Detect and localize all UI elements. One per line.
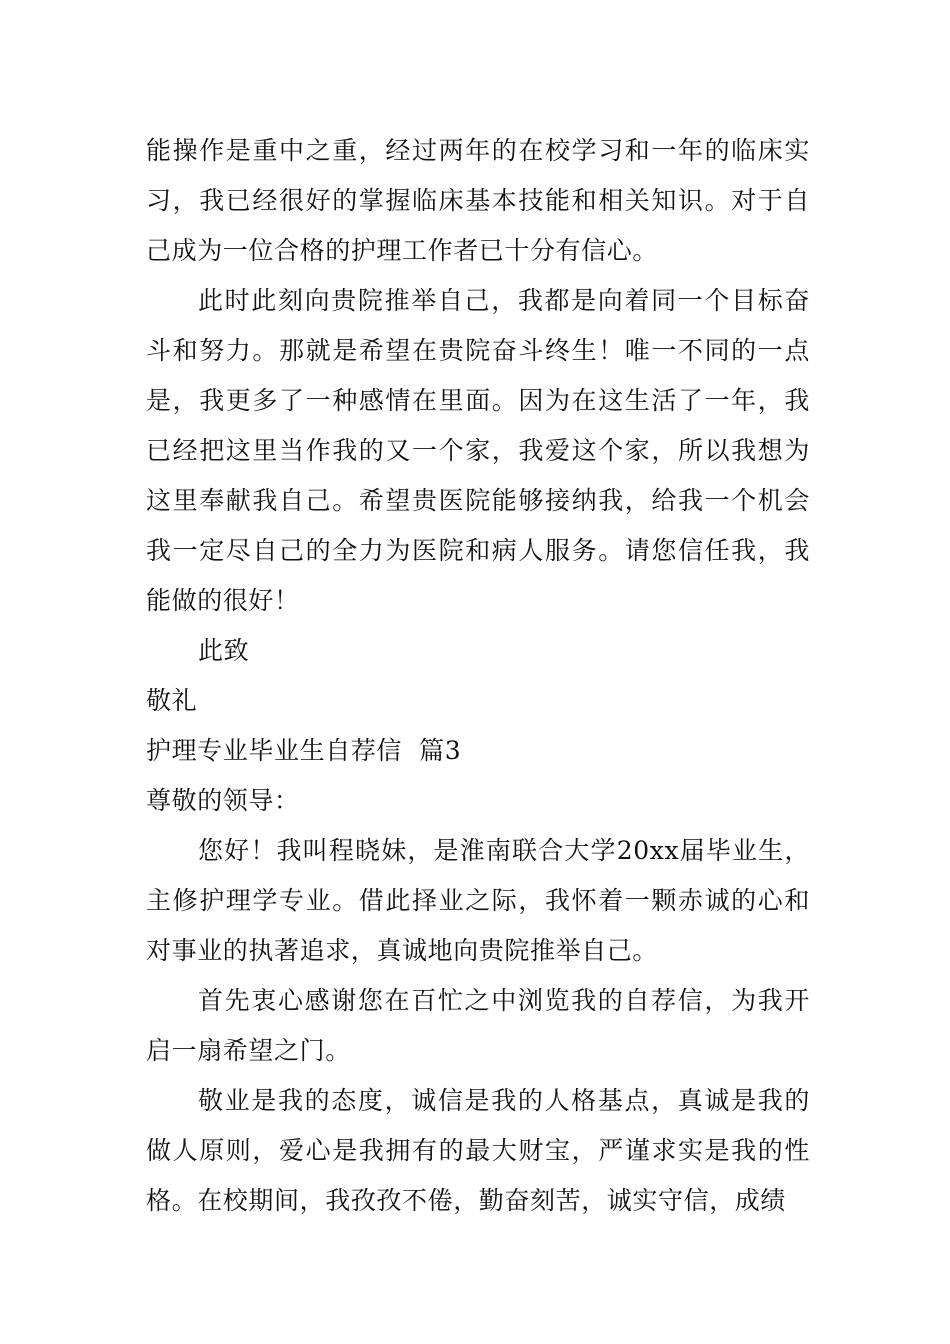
paragraph-character: 敬业是我的态度，诚信是我的人格基点，真诚是我的做人原则，爱心是我拥有的最大财宝，严谨求实是我的性格。在校期间，我孜孜不倦，勤奋刻苦，诚实守信，成绩 <box>146 1086 810 1215</box>
paragraph-introduction: 您好！我叫程晓妹，是淮南联合大学20xx届毕业生，主修护理学专业。借此择业之际，我怀着一颗赤诚的心和对事业的执著追求，真诚地向贵院推举自己。 <box>146 836 810 965</box>
section-title: 护理专业毕业生自荐信 篇3 <box>146 736 462 765</box>
document-body <box>146 126 810 1226</box>
paragraph-thanks: 首先衷心感谢您在百忙之中浏览我的自荐信，为我开启一扇希望之门。 <box>146 986 810 1065</box>
letter-greeting: 尊敬的领导： <box>146 786 300 815</box>
closing-salutation: 此致 <box>198 636 250 665</box>
paragraph-continuation: 能操作是重中之重，经过两年的在校学习和一年的临床实习，我已经很好的掌握临床基本技能和相关知识。对于自己成为一位合格的护理工作者已十分有信心。 <box>146 136 810 265</box>
closing-regards: 敬礼 <box>146 686 198 715</box>
paragraph-recommendation: 此时此刻向贵院推举自己，我都是向着同一个目标奋斗和努力。那就是希望在贵院奋斗终生！唯一不同的一点是，我更多了一种感情在里面。因为在这生活了一年，我已经把这里当作我的又一个家，我爱这个家，所以我想为这里奉献我自己。希望贵医院能够接纳我，给我一个机会我一定尽自己的全力为医院和病人服务。请您信任我，我能做的很好！ <box>146 286 810 615</box>
